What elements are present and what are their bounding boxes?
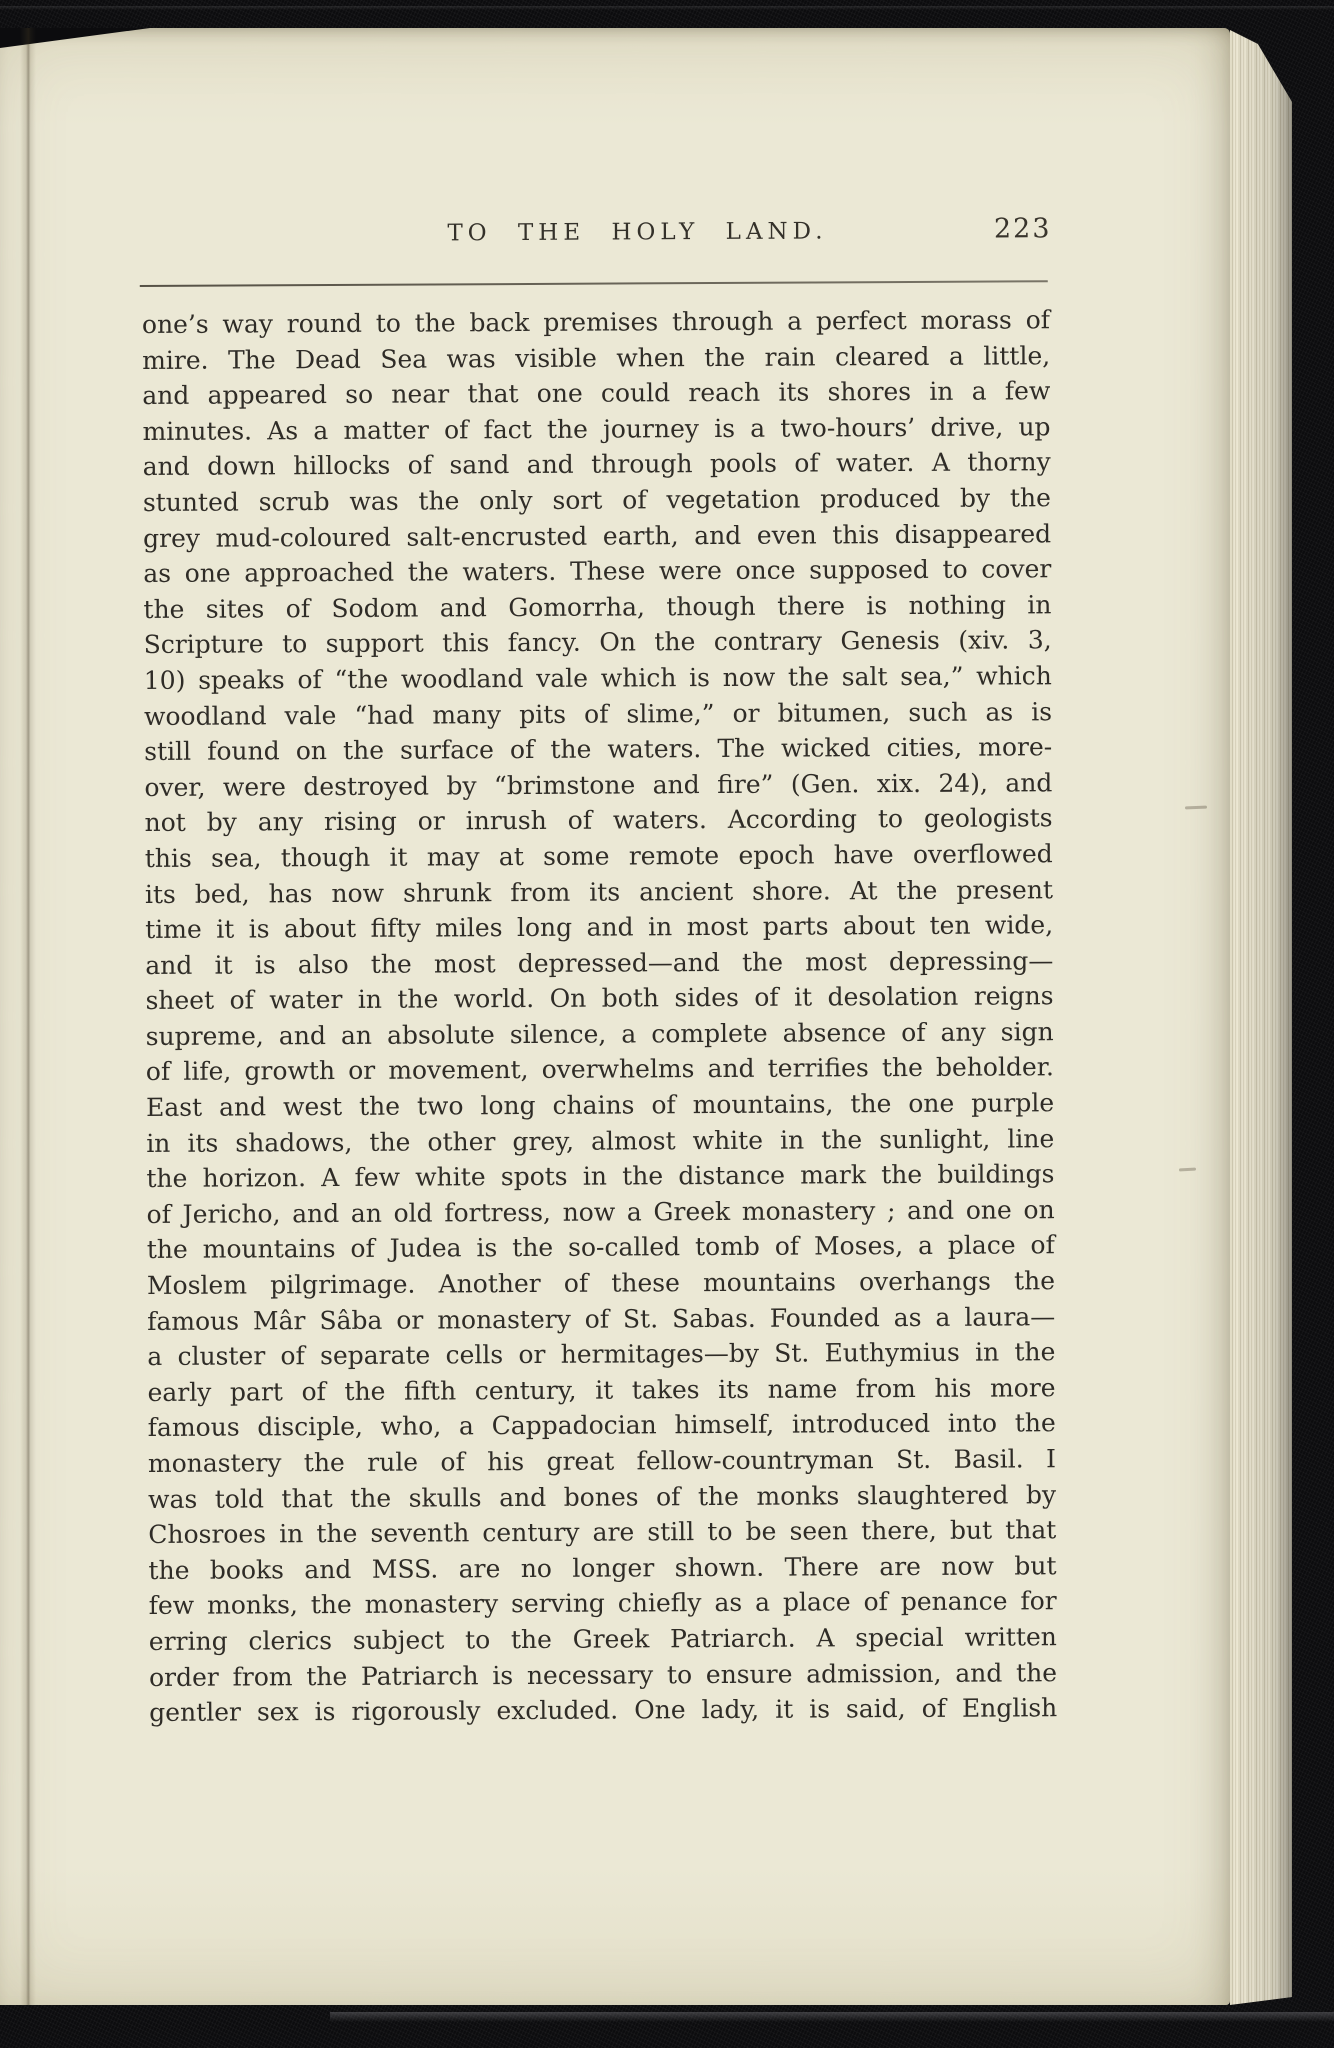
text-line: and appeared so near that one could reach its shores in a few [142,376,1051,411]
text-line: and it is also the most depressed—and the most depressing— [145,945,1054,980]
text-line: stunted scrub was the only sort of vegetation produced by the [142,483,1051,517]
text-line: minutes. As a matter of fact the journey is a two-hours’ drive, up [142,412,1051,446]
text-line: woodland vale “had many pits of slime,” or bitumen, such as is [143,696,1053,731]
text-line: of life, growth or movement, overwhelms and terrifies the beholder. [145,1052,1054,1087]
text-line: of Jericho, and an old fortress, now a Greek monastery ; and one on [146,1195,1055,1229]
body-text [142,302,1057,1730]
text-line: not by any rising or inrush of waters. According to geologists [144,803,1053,838]
text-line: erring clerics subject to the Greek Patriarch. A special written [148,1622,1057,1656]
text-line: this sea, though it may at some remote epoch have overflowed [144,839,1053,873]
text-line: the horizon. A few white spots in the distance mark the buildings [146,1159,1055,1194]
text-line: East and west the two long chains of mountains, the one purple [146,1088,1055,1123]
text-line: 10) speaks of “the woodland vale which is now the salt sea,” which [143,661,1052,695]
text-line: the mountains of Judea is the so-called tomb of Moses, a place of [146,1230,1055,1265]
text-line: its bed, has now shrunk from its ancient shore. At the present [144,874,1054,909]
text-line: one’s way round to the back premises through a perfect morass of [141,305,1051,339]
cover-bottom-seam [330,2012,1334,2022]
text-line: the sites of Sodom and Gomorrha, though there is nothing in [143,589,1052,624]
page-content [0,22,1239,2005]
text-line: over, were destroyed by “brimstone and fire” (Gen. xix. 24), and [144,767,1053,802]
text-line: grey mud-coloured salt-encrusted earth, and even this disappeared [143,518,1052,553]
text-line: early part of the fifth century, it takes its name from his more [147,1373,1056,1407]
text-line: and down hillocks of sand and through pools of water. A thorny [142,447,1051,482]
text-line: supreme, and an absolute silence, a complete absence of any sign [145,1017,1054,1051]
text-line: was told that the skulls and bones of the monks slaughtered by [148,1479,1057,1514]
text-line: Moslem pilgrimage. Another of these mountains overhangs the [146,1266,1056,1301]
text-line: in its shadows, the other grey, almost white in the sunlight, line [146,1123,1055,1158]
page-edges-fore-edge [1230,30,1292,2005]
text-line: order from the Patriarch is necessary to ensure admission, and the [148,1657,1058,1692]
cover-top-seam [0,6,1334,10]
header-rule [140,280,1048,287]
text-line: mire. The Dead Sea was visible when the rain cleared a little, [142,340,1051,375]
text-line: famous disciple, who, a Cappadocian himself, introduced into the [147,1408,1056,1443]
text-line: time it is about fifty miles long and in most parts about ten wide, [145,910,1054,945]
page-number: 223 [993,213,1052,245]
text-line: as one approached the waters. These were once supposed to cover [143,554,1052,589]
text-line: still found on the surface of the waters. The wicked cities, more- [144,732,1053,767]
text-line: few monks, the monastery serving chiefly as a place of penance for [148,1586,1057,1621]
text-line: monastery the rule of his great fellow-countryman St. Basil. I [147,1444,1057,1478]
text-line: famous Mâr Sâba or monastery of St. Sabas. Founded as a laura— [147,1301,1056,1336]
book-page [0,28,1230,2005]
text-line: the books and MSS. are no longer shown. There are now but [148,1550,1057,1585]
text-line: sheet of water in the world. On both sides of it desolation reigns [145,981,1054,1016]
text-line: Scripture to support this fancy. On the contrary Genesis (xiv. 3, [143,625,1052,660]
text-line: Chosroes in the seventh century are still to be seen there, but that [148,1515,1057,1550]
running-head: TO THE HOLY LAND. [447,218,828,247]
text-line: gentler sex is rigorously excluded. One lady, it is said, of English [149,1693,1058,1728]
text-line: a cluster of separate cells or hermitages—by St. Euthymius in the [147,1337,1056,1372]
